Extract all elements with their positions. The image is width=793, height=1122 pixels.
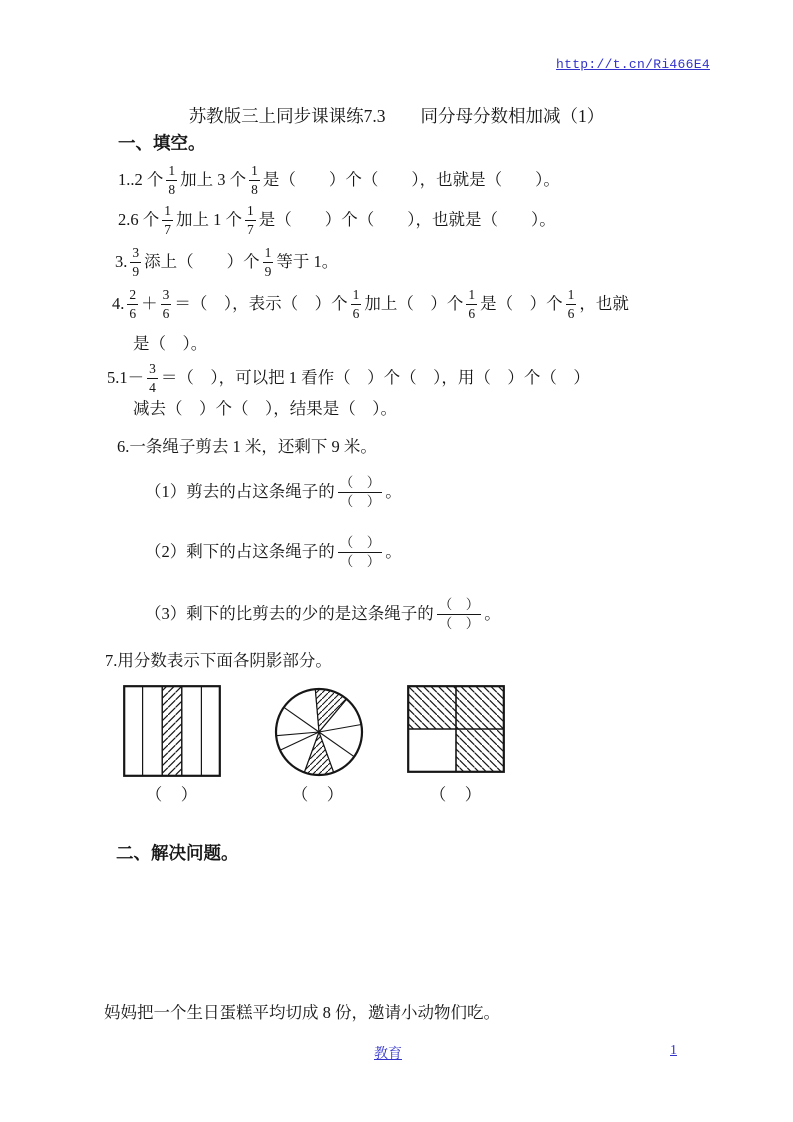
question-1 — [118, 158, 560, 202]
text-segment: 3. — [115, 252, 128, 271]
footer-edu-link[interactable]: 教育 — [374, 1047, 402, 1062]
question-4-line-1 — [112, 282, 629, 326]
shaded-quadrant-top-left — [408, 686, 456, 729]
fraction-circle-figure — [274, 687, 364, 777]
text-segment: 减去（ ）个（ ），结果是（ ）。 — [133, 399, 397, 418]
question-4-line-2 — [133, 333, 207, 355]
text-segment: 是（ ）个（ ），也就是（ ）。 — [262, 170, 560, 189]
text-segment: 。 — [484, 604, 501, 623]
question-5-line-2 — [133, 398, 397, 420]
shaded-sector-bottom — [304, 732, 333, 775]
text-segment: 是（ ）。 — [133, 334, 208, 353]
top-url-link[interactable]: http://t.cn/Ri466E4 — [556, 57, 710, 72]
footer-page-number[interactable]: 1 — [670, 1043, 677, 1058]
text-segment: 加上 3 个 — [180, 170, 247, 189]
figure-1-answer-blank: （ ） — [145, 785, 199, 804]
text-segment: ＋ — [141, 294, 158, 313]
fraction: $\frac{1}{6}$ — [352, 286, 360, 321]
text-segment: （3）剩下的比剪去的少的是这条绳子的 — [145, 604, 434, 623]
figure-3-answer-blank: （ ） — [429, 785, 483, 804]
section-2-heading: 二、解决问题。 — [116, 843, 239, 863]
text-segment: 6.一条绳子剪去 1 米，还剩下 9 米。 — [117, 437, 377, 456]
fraction: $\frac{1}{8}$ — [168, 162, 176, 197]
fraction: $\frac{1}{6}$ — [468, 286, 476, 321]
text-segment: 。 — [385, 482, 402, 501]
question-7 — [105, 650, 332, 672]
fraction: $\frac{1}{7}$ — [164, 202, 171, 237]
text-segment: 是（ ）个 — [480, 294, 563, 313]
fraction-square-figure — [407, 685, 505, 773]
fraction: $\frac{1}{6}$ — [567, 286, 575, 321]
fraction: $\frac{( )}{( )}$ — [438, 596, 480, 631]
fraction: $\frac{( )}{( )}$ — [339, 534, 381, 569]
text-segment: 2.6 个 — [118, 210, 160, 229]
question-6-sub-3 — [145, 588, 501, 640]
fraction-strips-figure — [123, 685, 221, 777]
question-6 — [117, 436, 377, 458]
question-5-line-1 — [107, 356, 590, 400]
fraction: $\frac{3}{4}$ — [149, 360, 156, 395]
text-segment: 7.用分数表示下面各阴影部分。 — [105, 651, 332, 670]
text-segment: 5.1－ — [107, 368, 145, 387]
fraction: $\frac{3}{6}$ — [162, 286, 170, 321]
fraction: $\frac{( )}{( )}$ — [339, 474, 381, 509]
text-segment: 1..2 个 — [118, 170, 164, 189]
fraction: $\frac{3}{9}$ — [132, 244, 140, 279]
question-3 — [115, 240, 338, 284]
text-segment: 是（ ）个（ ），也就是（ ）。 — [258, 210, 556, 229]
shaded-quadrant-bottom-right — [456, 729, 504, 772]
question-2 — [118, 198, 556, 242]
text-segment: ，也就 — [579, 294, 629, 313]
text-segment: ＝（ ），可以把 1 看作（ ）个（ ），用（ ）个（ ） — [160, 368, 590, 387]
figure-2-answer-blank: （ ） — [291, 785, 345, 804]
text-segment: 4. — [112, 294, 125, 313]
fraction: $\frac{1}{7}$ — [247, 202, 254, 237]
question-6-sub-1 — [145, 466, 402, 518]
text-segment: 加上（ ）个 — [364, 294, 464, 313]
word-problem-text: 妈妈把一个生日蛋糕平均切成 8 份，邀请小动物们吃。 — [104, 1003, 500, 1022]
text-segment: （1）剪去的占这条绳子的 — [145, 482, 335, 501]
section-1-heading: 一、填空。 — [118, 133, 206, 153]
fraction: $\frac{1}{8}$ — [251, 162, 258, 197]
shaded-quadrant-top-right — [456, 686, 504, 729]
text-segment: 等于 1。 — [276, 252, 339, 271]
question-6-sub-2 — [145, 526, 402, 578]
text-segment: ＝（ ），表示（ ）个 — [174, 294, 348, 313]
text-segment: 。 — [385, 542, 402, 561]
shaded-strip — [162, 686, 182, 776]
fraction: $\frac{2}{6}$ — [129, 286, 137, 321]
text-segment: 加上 1 个 — [176, 210, 242, 229]
fraction: $\frac{1}{9}$ — [264, 244, 272, 279]
text-segment: 添上（ ）个 — [144, 252, 260, 271]
page-title: 苏教版三上同步课课练7.3 同分母分数相加减（1） — [188, 106, 605, 126]
text-segment: （2）剩下的占这条绳子的 — [145, 542, 335, 561]
